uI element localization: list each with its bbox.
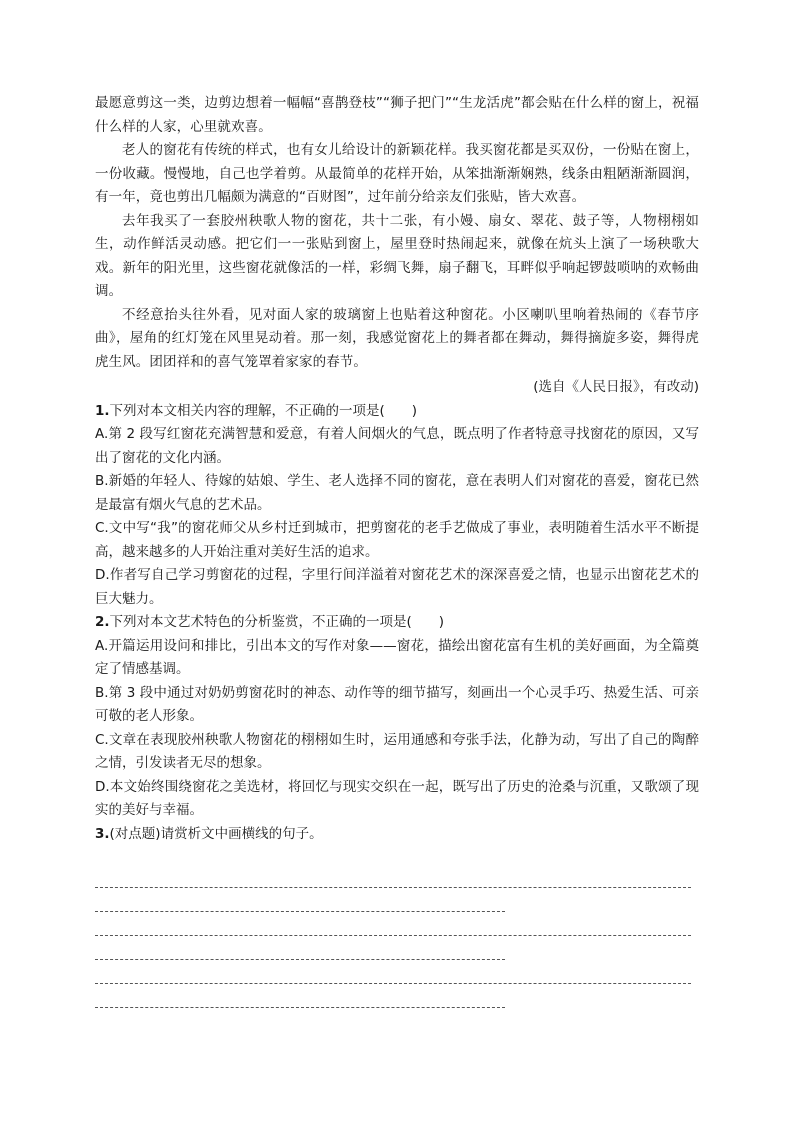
option-d[interactable]: D.本文始终围绕窗花之美选材，将回忆与现实交织在一起，既写出了历史的沧桑与沉重，又歌颂了现实的美好与幸福。 (95, 778, 699, 818)
passage-source: (选自《人民日报》，有改动) (533, 379, 699, 395)
answer-area[interactable] (95, 864, 699, 1008)
question-2 (95, 611, 699, 823)
question-stem (95, 823, 699, 847)
option-b[interactable]: B.第 3 段中通过对奶奶剪窗花时的神态、动作等的细节描写，刻画出一个心灵手巧、热爱生活、可亲可敬的老人形象。 (95, 684, 699, 724)
option-a[interactable]: A.开篇运用设问和排比，引出本文的写作对象——窗花，描绘出窗花富有生机的美好画面，为全篇奠定了情感基调。 (95, 637, 699, 677)
question-number: 1. (95, 402, 110, 419)
document-page (95, 92, 699, 1008)
question-number: 3. (95, 825, 110, 842)
option-a[interactable]: A.第 2 段写红窗花充满智慧和爱意，有着人间烟火的气息，既点明了作者特意寻找窗花的原因，又写出了窗花的文化内涵。 (95, 426, 699, 466)
answer-line[interactable] (95, 984, 505, 1008)
answer-line[interactable] (95, 864, 691, 888)
answer-line[interactable] (95, 936, 505, 960)
option-c[interactable]: C.文章在表现胶州秧歌人物窗花的栩栩如生时，运用通感和夸张手法，化静为动，写出了自己的陶醉之情，引发读者无尽的想象。 (95, 731, 699, 771)
option-d[interactable]: D.作者写自己学习剪窗花的过程，字里行间洋溢着对窗花艺术的深深喜爱之情，也显示出窗花艺术的巨大魅力。 (95, 567, 699, 607)
answer-line[interactable] (95, 912, 691, 936)
passage-paragraph-2: 老人的窗花有传统的样式，也有女儿给设计的新颖花样。我买窗花都是买双份，一份贴在窗上，一份收藏。慢慢地，自己也学着剪。从最简单的花样开始，从笨拙渐渐娴熟，线条由粗陋渐渐圆润，有一年，竟也剪出几幅颇为满意的“百财图”，过年前分给亲友们张贴，皆大欢喜。 (95, 142, 699, 205)
question-stem (95, 611, 699, 635)
passage-paragraph-3: 去年我买了一套胶州秧歌人物的窗花，共十二张，有小嫚、扇女、翠花、鼓子等，人物栩栩如生，动作鲜活灵动感。把它们一一张贴到窗上，屋里登时热闹起来，就像在炕头上演了一场秧歌大戏。新年的阳光里，这些窗花就像活的一样，彩绸飞舞，扇子翻飞，耳畔似乎响起锣鼓唢呐的欢畅曲调。 (95, 212, 699, 299)
passage-paragraph-4: 不经意抬头往外看，见对面人家的玻璃窗上也贴着这种窗花。小区喇叭里响着热闹的《春节序曲》，屋角的红灯笼在风里晃动着。那一刻，我感觉窗花上的舞者都在舞动，舞得摘旋多姿，舞得虎虎生风。团团祥和的喜气笼罩着家家的春节。 (95, 306, 699, 370)
question-text: 下列对本文相关内容的理解，不正确的一项是( ) (109, 402, 418, 419)
answer-line[interactable] (95, 960, 691, 984)
question-3 (95, 823, 699, 1009)
question-number: 2. (95, 614, 110, 630)
answer-line[interactable] (95, 888, 505, 912)
question-1 (95, 400, 699, 612)
question-stem (95, 400, 699, 424)
question-text: 下列对本文艺术特色的分析鉴赏，不正确的一项是( ) (109, 614, 445, 630)
passage-paragraph-1: 最愿意剪这一类，边剪边想着一幅幅“喜鹊登枝”“狮子把门”“生龙活虎”都会贴在什么样的窗上，祝福什么样的人家，心里就欢喜。 (95, 95, 699, 135)
option-b[interactable]: B.新婚的年轻人、待嫁的姑娘、学生、老人选择不同的窗花，意在表明人们对窗花的喜爱，窗花已然是最富有烟火气息的艺术品。 (95, 473, 699, 513)
question-text: (对点题)请赏析文中画横线的句子。 (109, 825, 323, 842)
option-c[interactable]: C.文中写“我”的窗花师父从乡村迁到城市，把剪窗花的老手艺做成了事业，表明随着生活水平不断提高，越来越多的人开始注重对美好生活的追求。 (95, 520, 699, 560)
